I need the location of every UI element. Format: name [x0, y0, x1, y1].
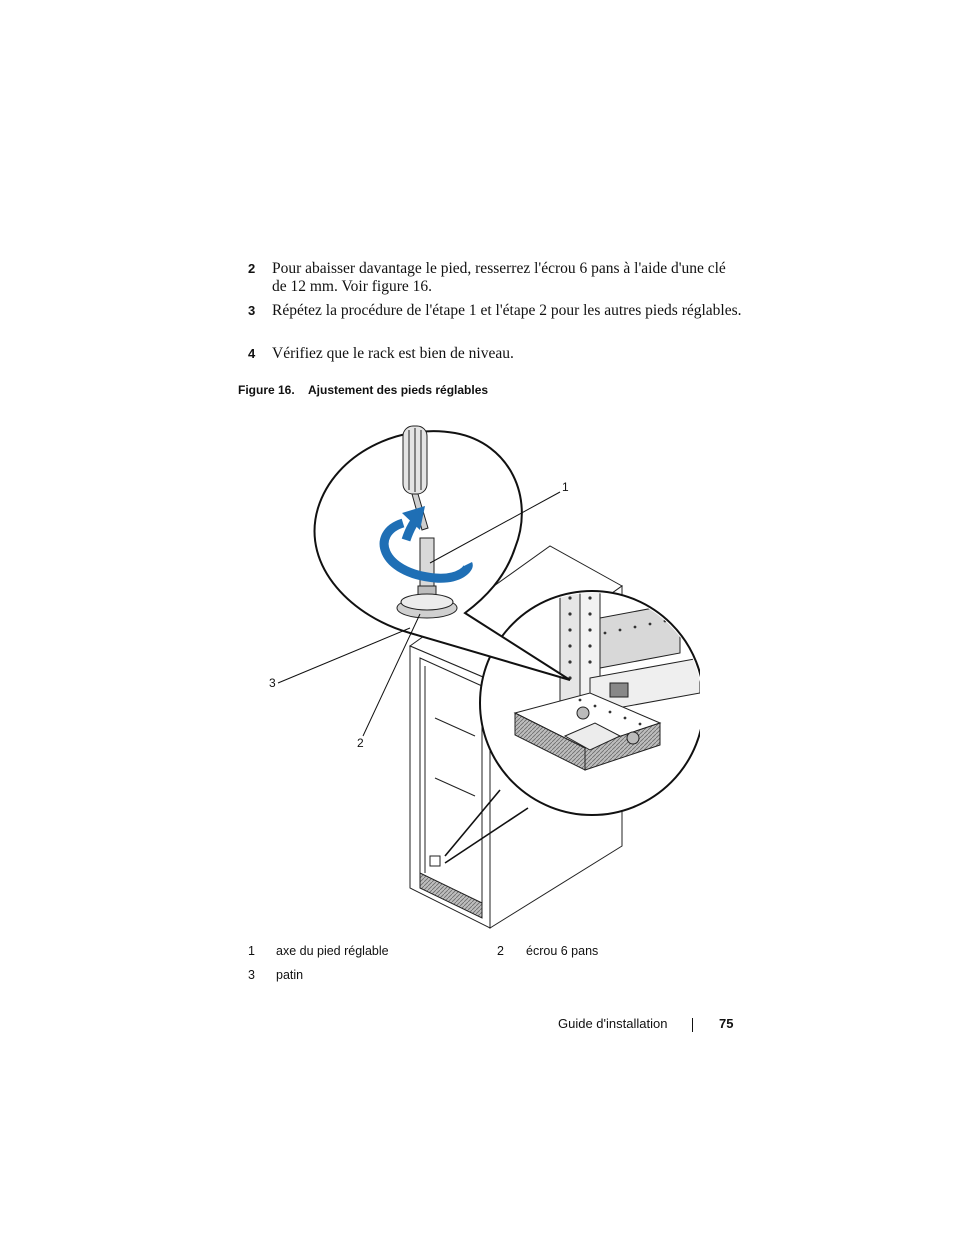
figure-caption: [238, 383, 489, 397]
step-text: Pour abaisser davantage le pied, resserrez l'écrou 6 pans à l'aide d'une clé de 12 mm. Voir figure 16.: [272, 260, 726, 295]
legend-number-1: 1: [248, 944, 255, 958]
callout-2: 2: [357, 736, 364, 750]
legend-number-2: 2: [497, 944, 504, 958]
figure-title: Ajustement des pieds réglables: [308, 383, 489, 397]
callout-3: 3: [269, 676, 276, 690]
rack-leveling-illustration: [260, 418, 700, 938]
step-number: 4: [248, 346, 256, 361]
step-number: 3: [248, 303, 256, 318]
rack-foot-diagram: [260, 418, 700, 938]
page-number: 75: [719, 1016, 734, 1031]
legend-text-2: écrou 6 pans: [526, 944, 599, 958]
callout-1: 1: [562, 480, 569, 494]
legend-text-1: axe du pied réglable: [276, 944, 389, 958]
step-text: Vérifiez que le rack est bien de niveau.: [272, 345, 514, 362]
figure-label: Figure 16.: [238, 383, 295, 397]
footer-separator: [692, 1018, 693, 1032]
step-number: 2: [248, 261, 256, 276]
legend-number-3: 3: [248, 968, 255, 982]
legend-text-3: patin: [276, 968, 304, 982]
footer-section-title: Guide d'installation: [558, 1016, 668, 1031]
step-text: Répétez la procédure de l'étape 1 et l'étape 2 pour les autres pieds réglables.: [272, 302, 742, 319]
